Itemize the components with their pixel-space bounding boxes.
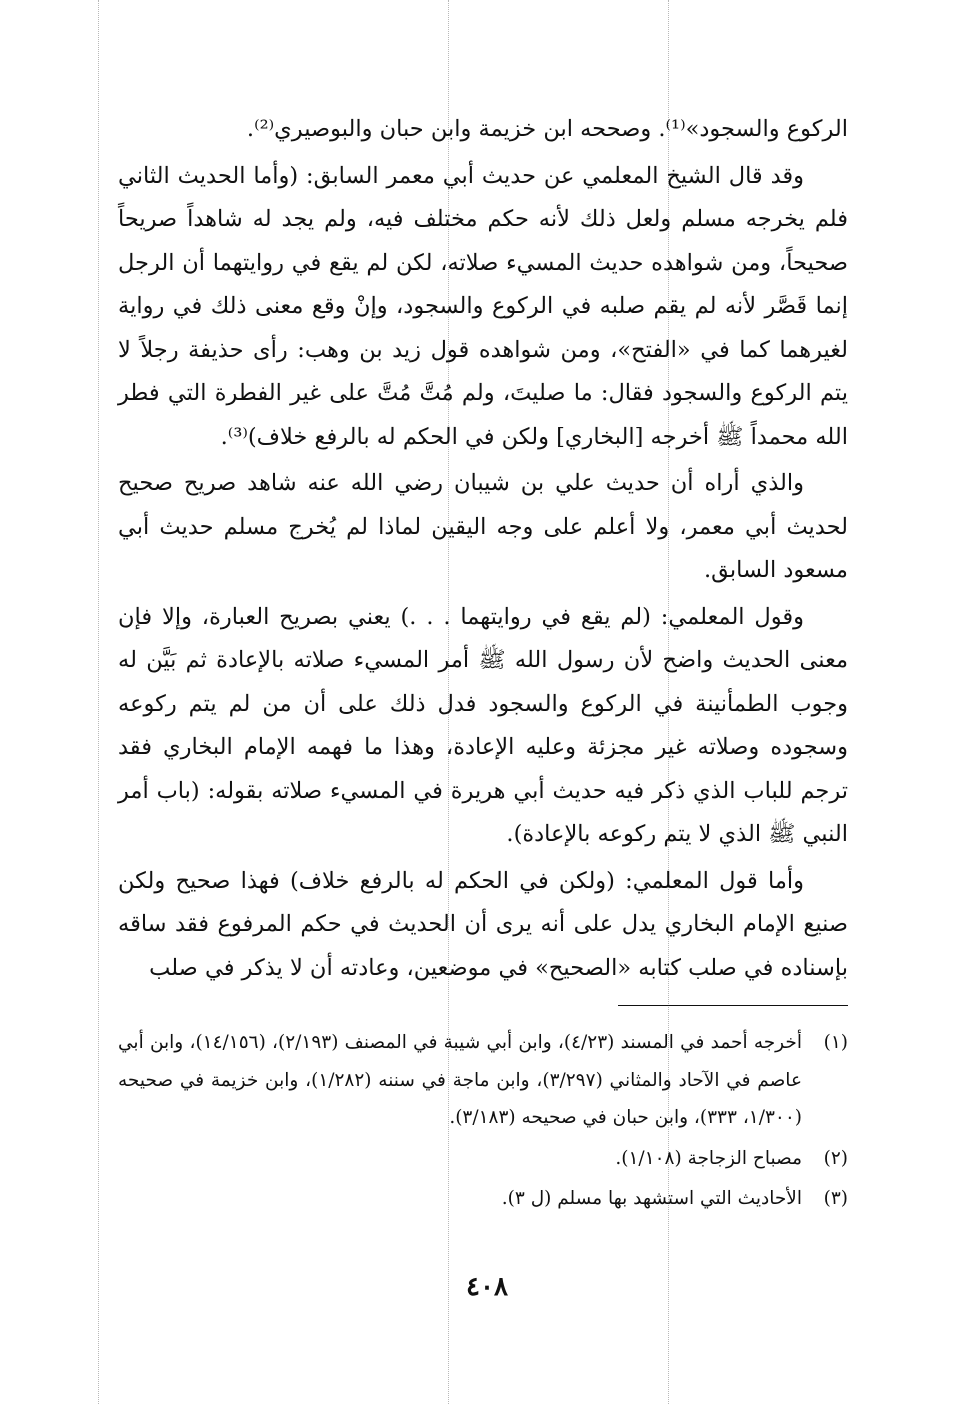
paragraph: والذي أراه أن حديث علي بن شيبان رضي الله عنه شاهد صريح صحيح لحديث أبي معمر، ولا أعلم على وجه اليقين لماذا لم يُخرج مسلم حديث أبي مسعود السابق. (118, 470, 848, 583)
page-number: ٤٠٨ (466, 1272, 508, 1302)
footnote-number: (١) (823, 1032, 848, 1053)
paragraph: وأما قول المعلمي: (ولكن في الحكم له بالرفع خلاف) فهذا صحيح ولكن صنيع الإمام البخاري يدل على أنه يرى أن الحديث في حكم المرفوع فقد ساقه بإسناده في صلب كتابه «الصحيح» في موضعين، وعادته أن لا يذكر في صلب (118, 867, 848, 981)
footnote-number: (٢) (823, 1147, 848, 1169)
footnote-number: (٣) (823, 1188, 848, 1209)
footnote (118, 1024, 848, 1137)
footnotes (118, 1024, 848, 1221)
footnote-text: مصباح الزجاجة (١/١٠٨). (615, 1147, 802, 1169)
paragraph: وقد قال الشيخ المعلمي عن حديث أبي معمر السابق: (وأما الحديث الثاني فلم يخرجه مسلم ولعل ذلك لأنه حكم مختلف فيه، ولم يجد له شاهداً صريحاً صحيحاً، ومن شواهده حديث المسيء صلاته، لكن لم يقع في روايتهما أن الرجل إنما قَصَّر لأنه لم يقم صلبه في الركوع والسجود، وإنْ وقع معنى ذلك في رواية لغيرهما كما في «الفتح»، ومن شواهده قول زيد بن وهب: رأى حذيفة رجلاً لا يتم الركوع والسجود فقال: ما صليتَ، ولم مُتَّ مُتَّ على غير الفطرة التي فطر الله محمداً ﷺ أخرجه [البخاري] ولكن في الحكم له بالرفع خلاف)⁽³⁾. (118, 162, 848, 450)
footnote (118, 1180, 848, 1218)
paragraph: وقول المعلمي: (لم يقع في روايتهما . . .) يعني بصريح العبارة، وإلا فإن معنى الحديث واضح لأن رسول الله ﷺ أمر المسيء صلاته بالإعادة ثم بَيَّن له وجوب الطمأنينة في الركوع والسجود فدل ذلك على أن من لم يتم ركوعه وسجوده وصلاته غير مجزئة وعليه الإعادة، وهذا ما فهمه الإمام البخاري فقد ترجم للباب الذي ذكر فيه حديث أبي هريرة في المسيء صلاته بقوله: (باب أمر النبي ﷺ الذي لا يتم ركوعه بالإعادة). (118, 603, 848, 847)
footnote-separator (618, 1005, 848, 1006)
paragraph: الركوع والسجود»⁽¹⁾. وصححه ابن خزيمة وابن حبان والبوصيري⁽²⁾. (246, 116, 848, 142)
scan-guide-line (98, 0, 99, 1404)
main-text (118, 108, 848, 990)
footnote-text: الأحاديث التي استشهد بها مسلم (ل ٣). (501, 1188, 802, 1209)
footnote (118, 1140, 848, 1178)
footnote-text: أخرجه أحمد في المسند (٤/٢٣)، وابن أبي شيبة في المصنف (٢/١٩٣)، (١٤/١٥٦)، وابن أبي عاصم في الآحاد والمثاني (٣/٢٩٧)، وابن ماجة في سننه (١/٢٨٢)، وابن خزيمة في صحيحه (١/٣٠٠، ٣٣٣)، وابن حبان في صحيحه (٣/١٨٣). (118, 1032, 802, 1128)
